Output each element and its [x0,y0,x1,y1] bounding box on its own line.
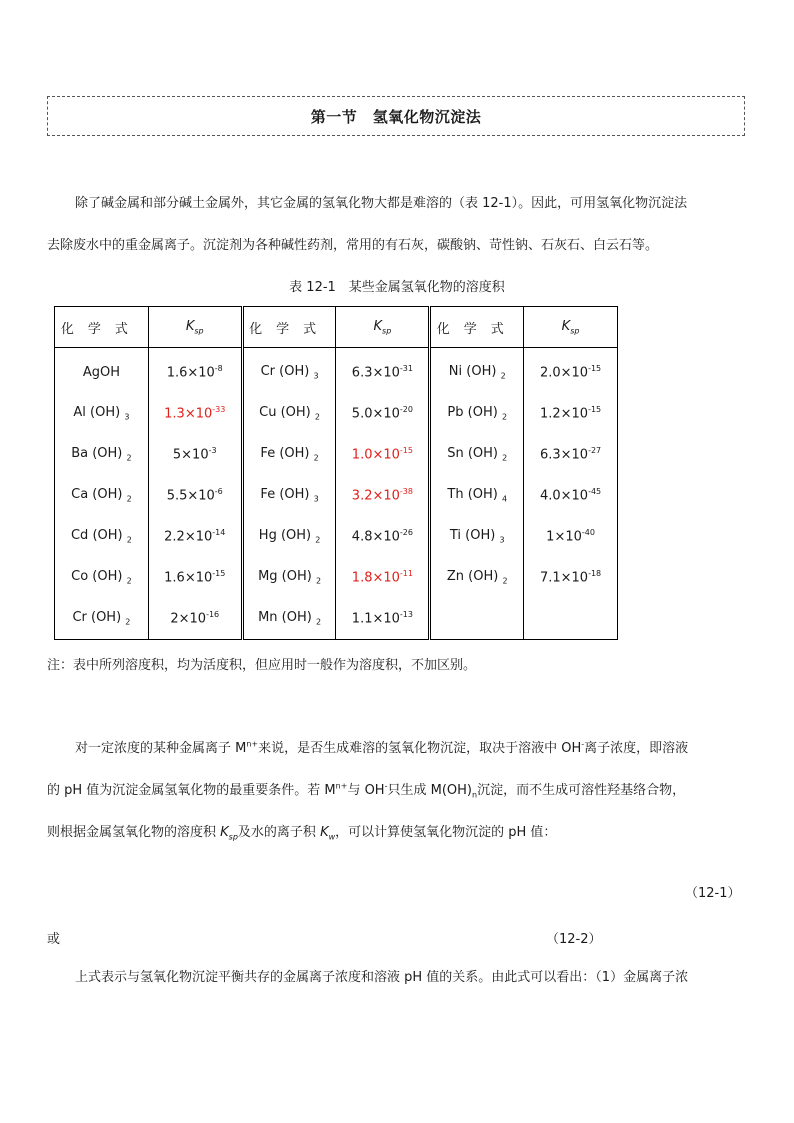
chem-formula-cell: Cu (OH) $_2$ [242,393,336,434]
ksp-value-cell: $4.8\times 10^{-26}$ [336,516,430,557]
equation-number-12-2: （12-2） [546,932,602,947]
chem-formula-cell: Al (OH) $_3$ [55,393,149,434]
ksp-value-cell: $1\times 10^{-40}$ [524,516,618,557]
ksp-value-cell: $5\times 10^{-3}$ [148,434,242,475]
section-heading-box [47,96,745,136]
table-row [55,475,618,516]
chem-formula-cell: Ba (OH) $_2$ [55,434,149,475]
ksp-value-cell: $5.5\times 10^{-6}$ [148,475,242,516]
table-header-row [55,307,618,348]
chem-formula-cell: Th (OH) $_4$ [430,475,524,516]
header-chem-1: 化学式 [55,307,149,348]
header-ksp-1: $K_{sp}$ [148,307,242,348]
ksp-value-cell: $6.3\times 10^{-27}$ [524,434,618,475]
ksp-value-cell: $2.0\times 10^{-15}$ [524,348,618,394]
ksp-value-cell: $2\times 10^{-16}$ [148,598,242,640]
ksp-value-cell: $1.0\times 10^{-15}$ [336,434,430,475]
table-row [55,348,618,394]
chem-formula-cell [430,598,524,640]
table-caption: 表 12-1 某些金属氢氧化物的溶度积 [289,280,505,295]
header-ksp-2: $K_{sp}$ [336,307,430,348]
table-row [55,557,618,598]
table-row [55,598,618,640]
ksp-value-cell: $1.3\times 10^{-33}$ [148,393,242,434]
section-title: 第一节 氢氧化物沉淀法 [310,107,482,126]
table-row [55,393,618,434]
chem-formula-cell: Cr (OH) $_2$ [55,598,149,640]
chem-formula-cell: Pb (OH) $_2$ [430,393,524,434]
chem-formula-cell: Mn (OH) $_2$ [242,598,336,640]
header-chem-2: 化学式 [242,307,336,348]
intro-line-1: 除了碱金属和部分碱土金属外，其它金属的氢氧化物大都是难溶的（表 12-1）。因此，可用氢氧化物沉淀法 [75,196,688,211]
paragraph-2-line-2: 的 pH 值为沉淀金属氢氧化物的最重要条件。若 $M^{n+}$与 OH-只生成 $M(OH)_n$沉淀，而不生成可溶性羟基络合物， [47,781,686,800]
ksp-value-cell: $1.1\times 10^{-13}$ [336,598,430,640]
paragraph-2-line-3: 则根据金属氢氧化物的溶度积 $K_{sp}$及水的离子积 $K_w$，可以计算使氢氧化物沉淀的 pH 值： [47,825,557,842]
ksp-value-cell: $1.6\times 10^{-15}$ [148,557,242,598]
ksp-value-cell: $2.2\times 10^{-14}$ [148,516,242,557]
ksp-value-cell: $1.8\times 10^{-11}$ [336,557,430,598]
ksp-value-cell [524,598,618,640]
paragraph-3-line-1: 上式表示与氢氧化物沉淀平衡共存的金属离子浓度和溶液 pH 值的关系。由此式可以看出：（1）金属离子浓 [75,970,689,985]
table-row [55,516,618,557]
chem-formula-cell: Sn (OH) $_2$ [430,434,524,475]
header-chem-3: 化学式 [430,307,524,348]
ksp-value-cell: $4.0\times 10^{-45}$ [524,475,618,516]
ksp-value-cell: $1.6\times 10^{-8}$ [148,348,242,394]
header-ksp-3: $K_{sp}$ [524,307,618,348]
ksp-value-cell: $6.3\times 10^{-31}$ [336,348,430,394]
ksp-value-cell: $1.2\times 10^{-15}$ [524,393,618,434]
solubility-table [54,306,618,640]
table-note: 注：表中所列溶度积，均为活度积，但应用时一般作为溶度积，不加区别。 [47,658,477,673]
chem-formula-cell: Fe (OH) $_3$ [242,475,336,516]
chem-formula-cell: Co (OH) $_2$ [55,557,149,598]
ksp-value-cell: $5.0\times 10^{-20}$ [336,393,430,434]
paragraph-2-line-1: 对一定浓度的某种金属离子 $M^{n+}$来说，是否生成难溶的氢氧化物沉淀，取决于溶液中 OH-离子浓度，即溶液 [75,739,689,756]
chem-formula-cell: AgOH [55,348,149,394]
chem-formula-cell: Fe (OH) $_2$ [242,434,336,475]
chem-formula-cell: Zn (OH) $_2$ [430,557,524,598]
intro-line-2: 去除废水中的重金属离子。沉淀剂为各种碱性药剂，常用的有石灰，碳酸钠、苛性钠、石灰石、白云石等。 [47,238,659,253]
chem-formula-cell: Cr (OH) $_3$ [242,348,336,394]
ksp-value-cell: $3.2\times 10^{-38}$ [336,475,430,516]
chem-formula-cell: Mg (OH) $_2$ [242,557,336,598]
ksp-value-cell: $7.1\times 10^{-18}$ [524,557,618,598]
chem-formula-cell: Cd (OH) $_2$ [55,516,149,557]
chem-formula-cell: Hg (OH) $_2$ [242,516,336,557]
chem-formula-cell: Ca (OH) $_2$ [55,475,149,516]
table-row [55,434,618,475]
or-label: 或 [47,932,61,947]
chem-formula-cell: Ni (OH) $_2$ [430,348,524,394]
equation-number-12-1: （12-1） [685,886,741,901]
chem-formula-cell: Ti (OH) $_3$ [430,516,524,557]
